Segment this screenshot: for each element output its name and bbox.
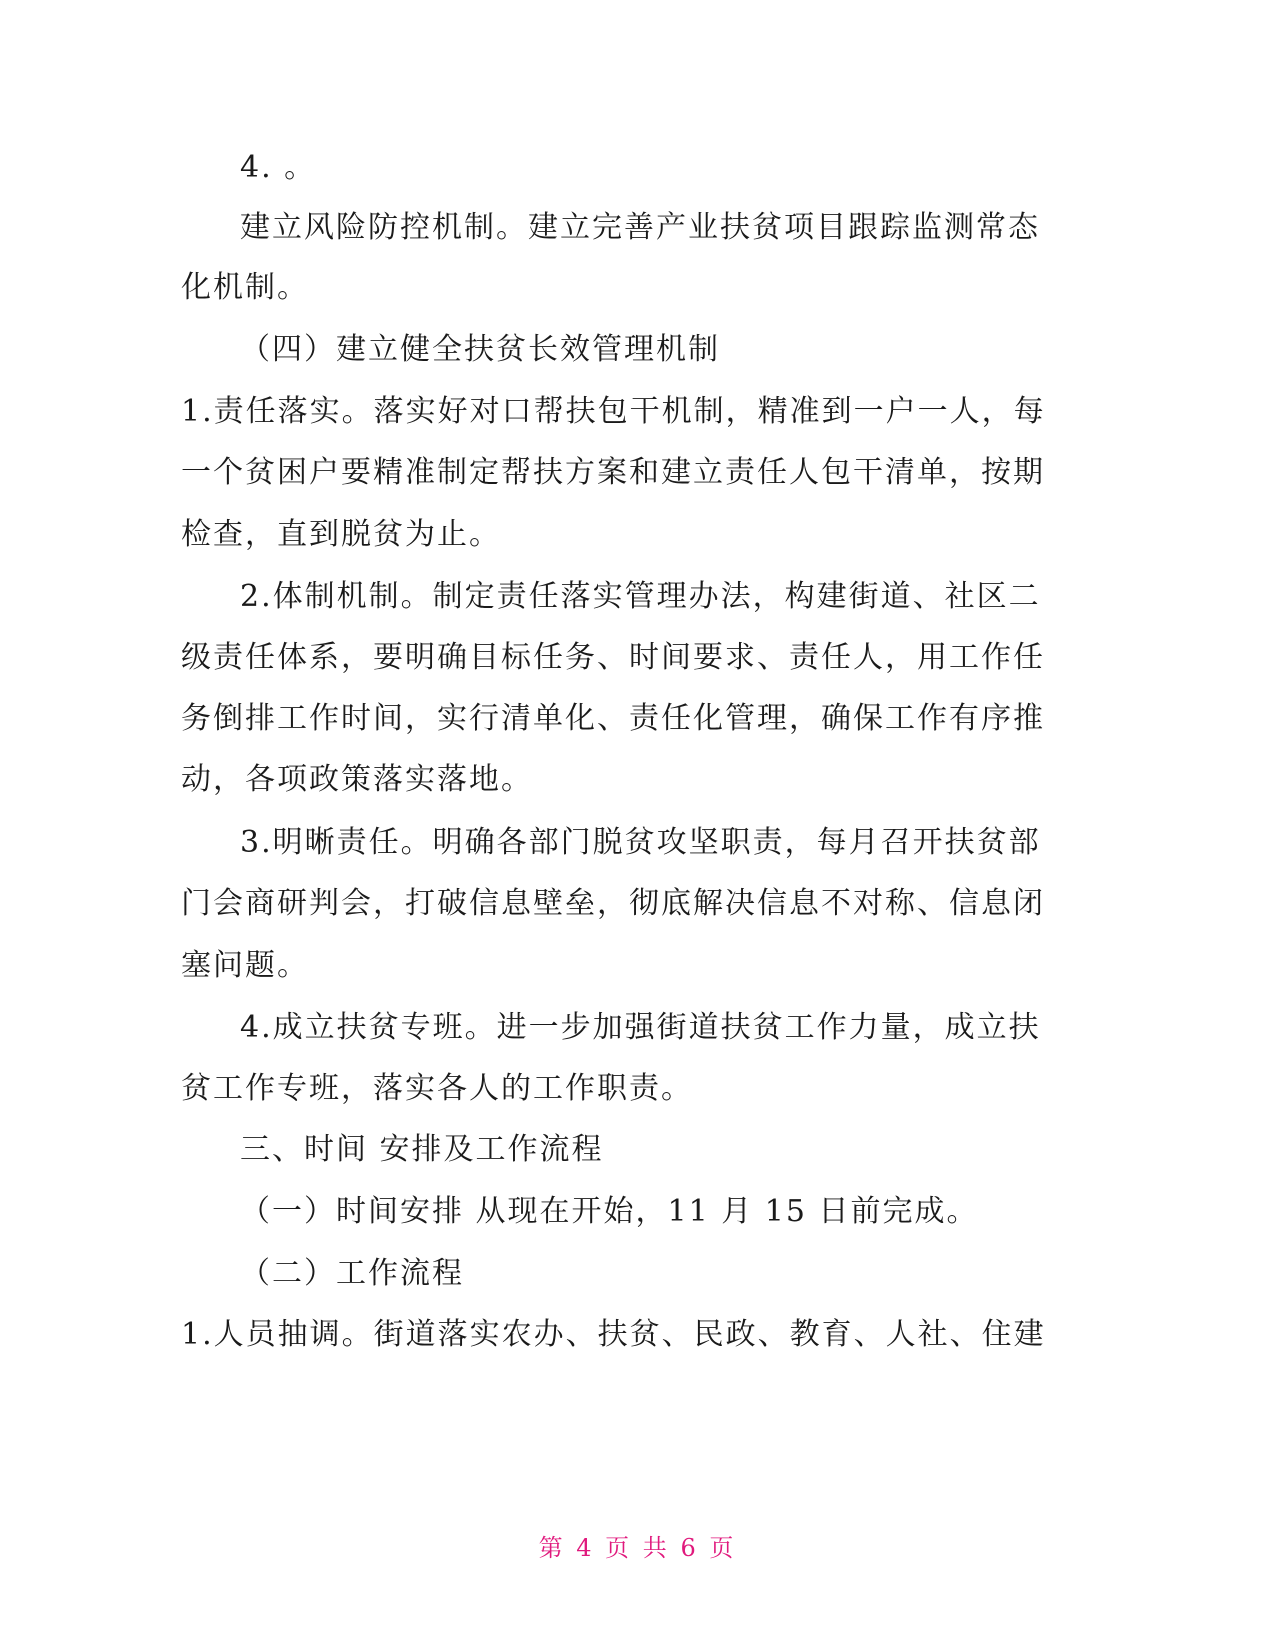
paragraph-line: 3.明晰责任。明确各部门脱贫攻坚职责，每月召开扶贫部 [240, 825, 1041, 860]
subsection-heading: （一）时间安排 从现在开始，11 月 15 日前完成。 [240, 1194, 979, 1229]
paragraph-line: 1.责任落实。落实好对口帮扶包干机制，精准到一户一人，每 [181, 394, 1046, 429]
paragraph-line: 级责任体系，要明确目标任务、时间要求、责任人，用工作任 [181, 640, 1045, 675]
paragraph-line: 塞问题。 [181, 948, 309, 983]
paragraph-line: 务倒排工作时间，实行清单化、责任化管理，确保工作有序推 [181, 701, 1045, 736]
paragraph-line: 1.人员抽调。街道落实农办、扶贫、民政、教育、人社、住建 [181, 1317, 1046, 1352]
paragraph-line: 2.体制机制。制定责任落实管理办法，构建街道、社区二 [240, 579, 1041, 614]
section-heading: 三、时间 安排及工作流程 [240, 1132, 604, 1167]
paragraph-line: 建立风险防控机制。建立完善产业扶贫项目跟踪监测常态 [240, 210, 1040, 245]
page-number-footer: 第 4 页 共 6 页 [538, 1534, 737, 1562]
paragraph-line: 4.成立扶贫专班。进一步加强街道扶贫工作力量，成立扶 [240, 1010, 1041, 1045]
paragraph-line: 贫工作专班，落实各人的工作职责。 [181, 1071, 693, 1106]
section-heading: （四）建立健全扶贫长效管理机制 [240, 332, 720, 367]
list-item-number: 4. 。 [240, 150, 317, 185]
paragraph-line: 动，各项政策落实落地。 [181, 762, 533, 797]
paragraph-line: 化机制。 [181, 270, 309, 305]
subsection-heading: （二）工作流程 [240, 1256, 464, 1291]
paragraph-line: 检查，直到脱贫为止。 [181, 517, 501, 552]
paragraph-line: 门会商研判会，打破信息壁垒，彻底解决信息不对称、信息闭 [181, 886, 1045, 921]
paragraph-line: 一个贫困户要精准制定帮扶方案和建立责任人包干清单，按期 [181, 455, 1045, 490]
